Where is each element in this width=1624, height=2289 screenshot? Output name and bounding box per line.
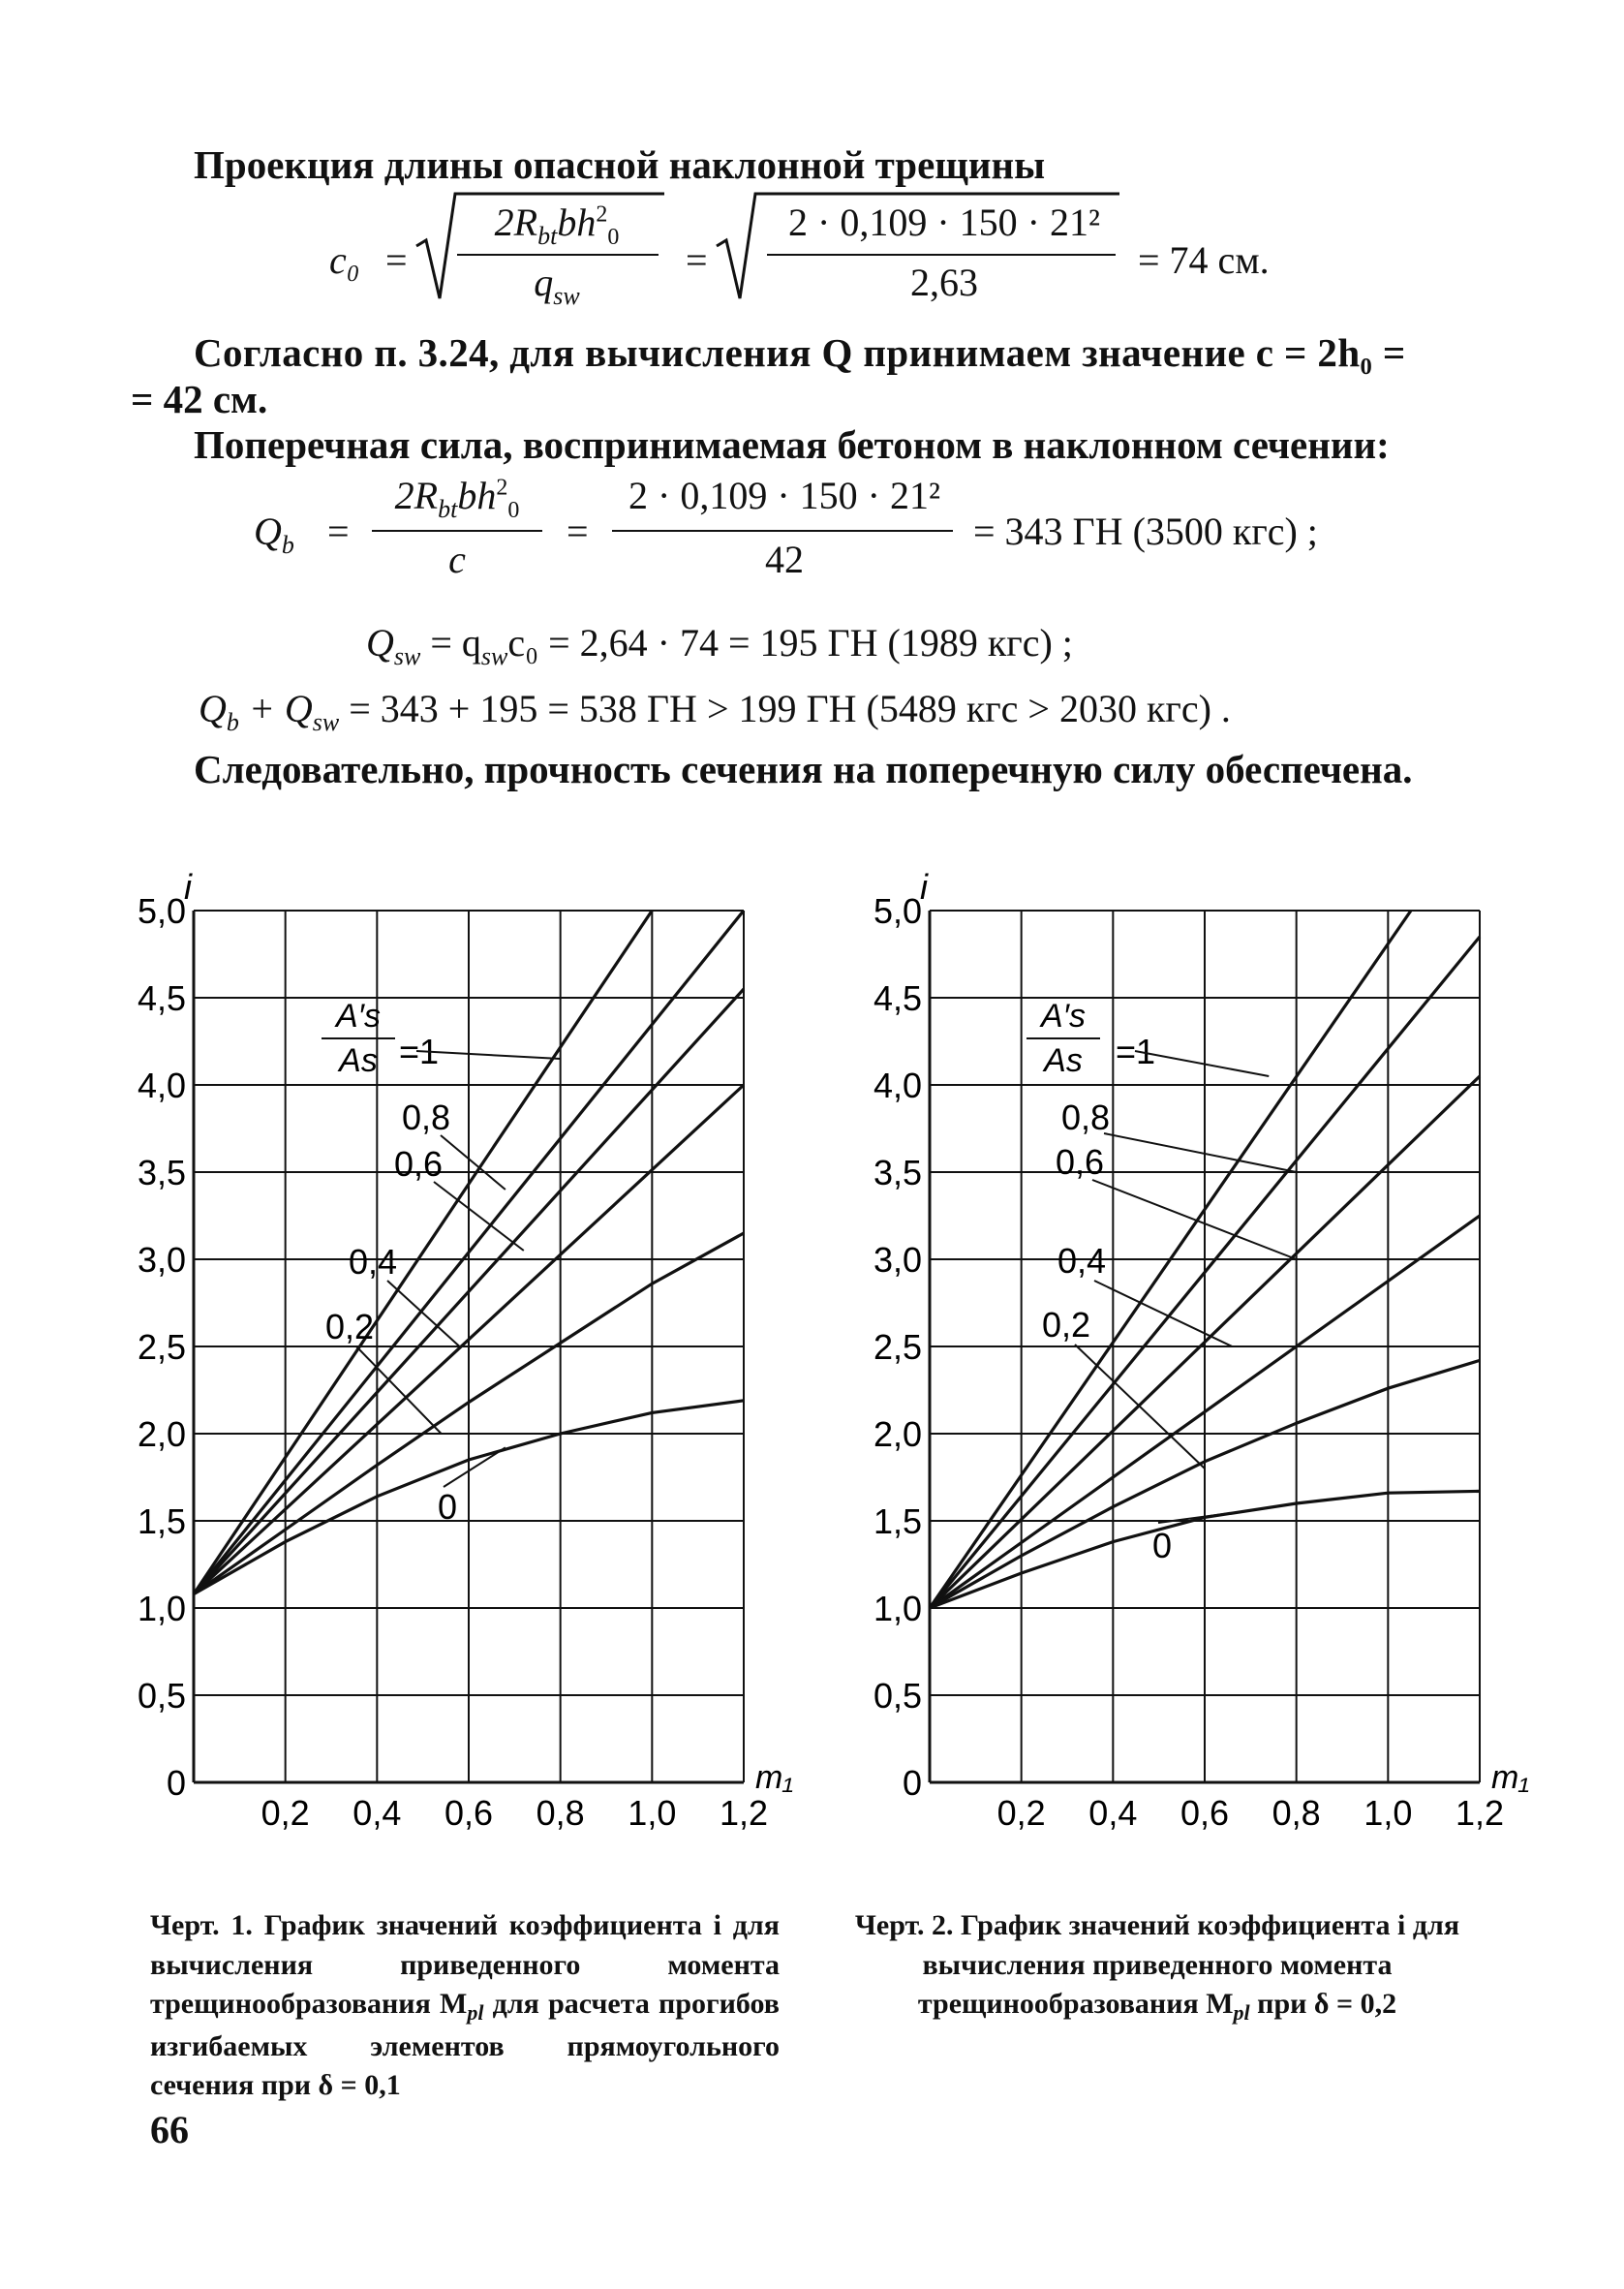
series-leader-line (1094, 1281, 1232, 1346)
y-tick-label: 4,0 (137, 1066, 186, 1105)
x-tick-label: 0,6 (1180, 1793, 1230, 1833)
y-axis-label: i (184, 867, 192, 907)
y-tick-label: 1,0 (873, 1589, 922, 1628)
x-tick-label: 0,8 (1272, 1793, 1321, 1833)
legend-ratio-denominator: As (1044, 1042, 1083, 1079)
caption-1: Черт. 1. График значений коэффициента i для вычисления приведенного момента трещинообразования $M_{pl}$ для расчета прогибов изгибаемых элементов прямоугольного сечения при δ = 0,1 (150, 1909, 780, 2102)
x-tick-label: 1,0 (1364, 1793, 1413, 1833)
x-tick-label: 0,2 (260, 1793, 310, 1833)
series-label: 0,2 (1042, 1305, 1091, 1345)
c0-fraction-bar-2 (767, 254, 1116, 256)
series-label: 0,4 (349, 1242, 398, 1282)
series-label: =1 (1116, 1032, 1156, 1071)
qb-result: = 343 ГН (3500 кгс) ; (973, 510, 1318, 553)
y-tick-label: 5,0 (873, 891, 922, 931)
chart-1 (97, 852, 813, 1879)
y-tick-label: 1,0 (137, 1589, 186, 1628)
series-leader-line (356, 1346, 442, 1434)
series-label: 0 (1152, 1526, 1173, 1565)
y-tick-label: 0,5 (137, 1676, 186, 1716)
series-leader-line (1092, 1180, 1297, 1259)
c0-fraction-bar-1 (457, 254, 659, 256)
qb-fraction-bar-1 (372, 530, 542, 532)
qb-fraction-bar-2 (612, 530, 953, 532)
equals-sign: = (385, 238, 408, 282)
x-tick-label: 0,4 (352, 1793, 402, 1833)
series-label: 0,6 (1056, 1142, 1105, 1182)
y-tick-label: 4,0 (873, 1066, 922, 1105)
paragraph-3-24-line1: Согласно п. 3.24, для вычисления Q принимаем значение c = 2h₀ = (194, 330, 1406, 375)
y-tick-label: 5,0 (137, 891, 186, 931)
y-tick-label: 2,5 (137, 1327, 186, 1367)
equals-sign-2: = (686, 238, 708, 282)
x-tick-label: 1,2 (1455, 1793, 1505, 1833)
qb-denominator-2: 42 (765, 538, 804, 581)
c0-numerator-2: 2 · 0,109 · 150 · 21² (788, 201, 1100, 244)
series-label: 0,6 (394, 1144, 444, 1184)
y-tick-label: 1,5 (137, 1501, 186, 1541)
paragraph-3-24-line2: = 42 см. (131, 377, 268, 421)
y-tick-label: 3,0 (873, 1240, 922, 1280)
qb-denominator-1: c (448, 538, 466, 581)
qsw-line: $Q_{sw} = q_{sw}c_0 = 2,64 \cdot 74 = 195$ ГН (1989 кгс) ; (366, 621, 1073, 670)
chart-2 (833, 852, 1549, 1879)
c0-numerator-1: $2R_{bt}bh^2_0$ (494, 201, 620, 250)
qb-lhs: $Q_b$ (254, 510, 294, 559)
c0-lhs: c₀ (329, 238, 360, 282)
y-tick-label: 3,0 (137, 1240, 186, 1280)
y-tick-label: 3,5 (873, 1153, 922, 1192)
y-tick-label: 0,5 (873, 1676, 922, 1716)
series-leader-line (1104, 1133, 1297, 1172)
x-tick-label: 0,2 (996, 1793, 1046, 1833)
qb-numerator-1: $2R_{bt}bh^2_0$ (394, 474, 520, 523)
qb-numerator-2: 2 · 0,109 · 150 · 21² (628, 474, 940, 517)
page-number: 66 (150, 2108, 189, 2151)
x-tick-label: 1,0 (628, 1793, 677, 1833)
y-axis-label: i (920, 867, 928, 907)
y-tick-label: 1,5 (873, 1501, 922, 1541)
legend-ratio-numerator: A′s (1040, 998, 1087, 1035)
qb-equals: = (327, 510, 350, 553)
y-tick-label: 4,5 (873, 978, 922, 1018)
x-axis-label: m₁ (1491, 1759, 1530, 1796)
y-tick-label: 2,0 (873, 1414, 922, 1454)
x-tick-label: 0,8 (536, 1793, 585, 1833)
y-tick-label: 3,5 (137, 1153, 186, 1192)
y-tick-label: 4,5 (137, 978, 186, 1018)
series-label: 0 (438, 1487, 458, 1527)
series-label: 0,8 (402, 1098, 451, 1137)
y-tick-label: 2,0 (137, 1414, 186, 1454)
c0-denominator-2: 2,63 (910, 261, 978, 304)
x-axis-label: m₁ (755, 1759, 794, 1796)
c0-result: = 74 см. (1138, 238, 1270, 282)
x-tick-label: 1,2 (719, 1793, 769, 1833)
sum-line: $Q_b + Q_{sw} = 343 + 195 = 538$ ГН > 199 ГН (5489 кгс > 2030 кгс) . (199, 687, 1231, 736)
shear-paragraph: Поперечная сила, воспринимаемая бетоном в наклонном сечении: (194, 422, 1390, 467)
conclusion: Следовательно, прочность сечения на поперечную силу обеспечена. (194, 747, 1413, 791)
y-tick-label: 2,5 (873, 1327, 922, 1367)
series-line (194, 911, 652, 1594)
series-label: 0,4 (1057, 1241, 1107, 1281)
x-tick-label: 0,4 (1088, 1793, 1138, 1833)
qb-equals-2: = (567, 510, 589, 553)
y-tick-label: 0 (902, 1763, 922, 1803)
legend-ratio-numerator: A′s (335, 998, 382, 1035)
c0-denominator-1: $q_{sw}$ (534, 261, 580, 310)
series-label: 0,8 (1061, 1098, 1111, 1137)
series-label: =1 (399, 1032, 440, 1071)
y-tick-label: 0 (166, 1763, 186, 1803)
series-label: 0,2 (325, 1307, 375, 1346)
caption-2: Черт. 2. График значений коэффициента i для вычисления приведенного момента трещинообразования $M_{pl}$ при δ = 0,2 (854, 1909, 1460, 2025)
x-tick-label: 0,6 (444, 1793, 494, 1833)
crack-heading: Проекция длины опасной наклонной трещины (194, 142, 1046, 187)
legend-ratio-denominator: As (339, 1042, 378, 1079)
